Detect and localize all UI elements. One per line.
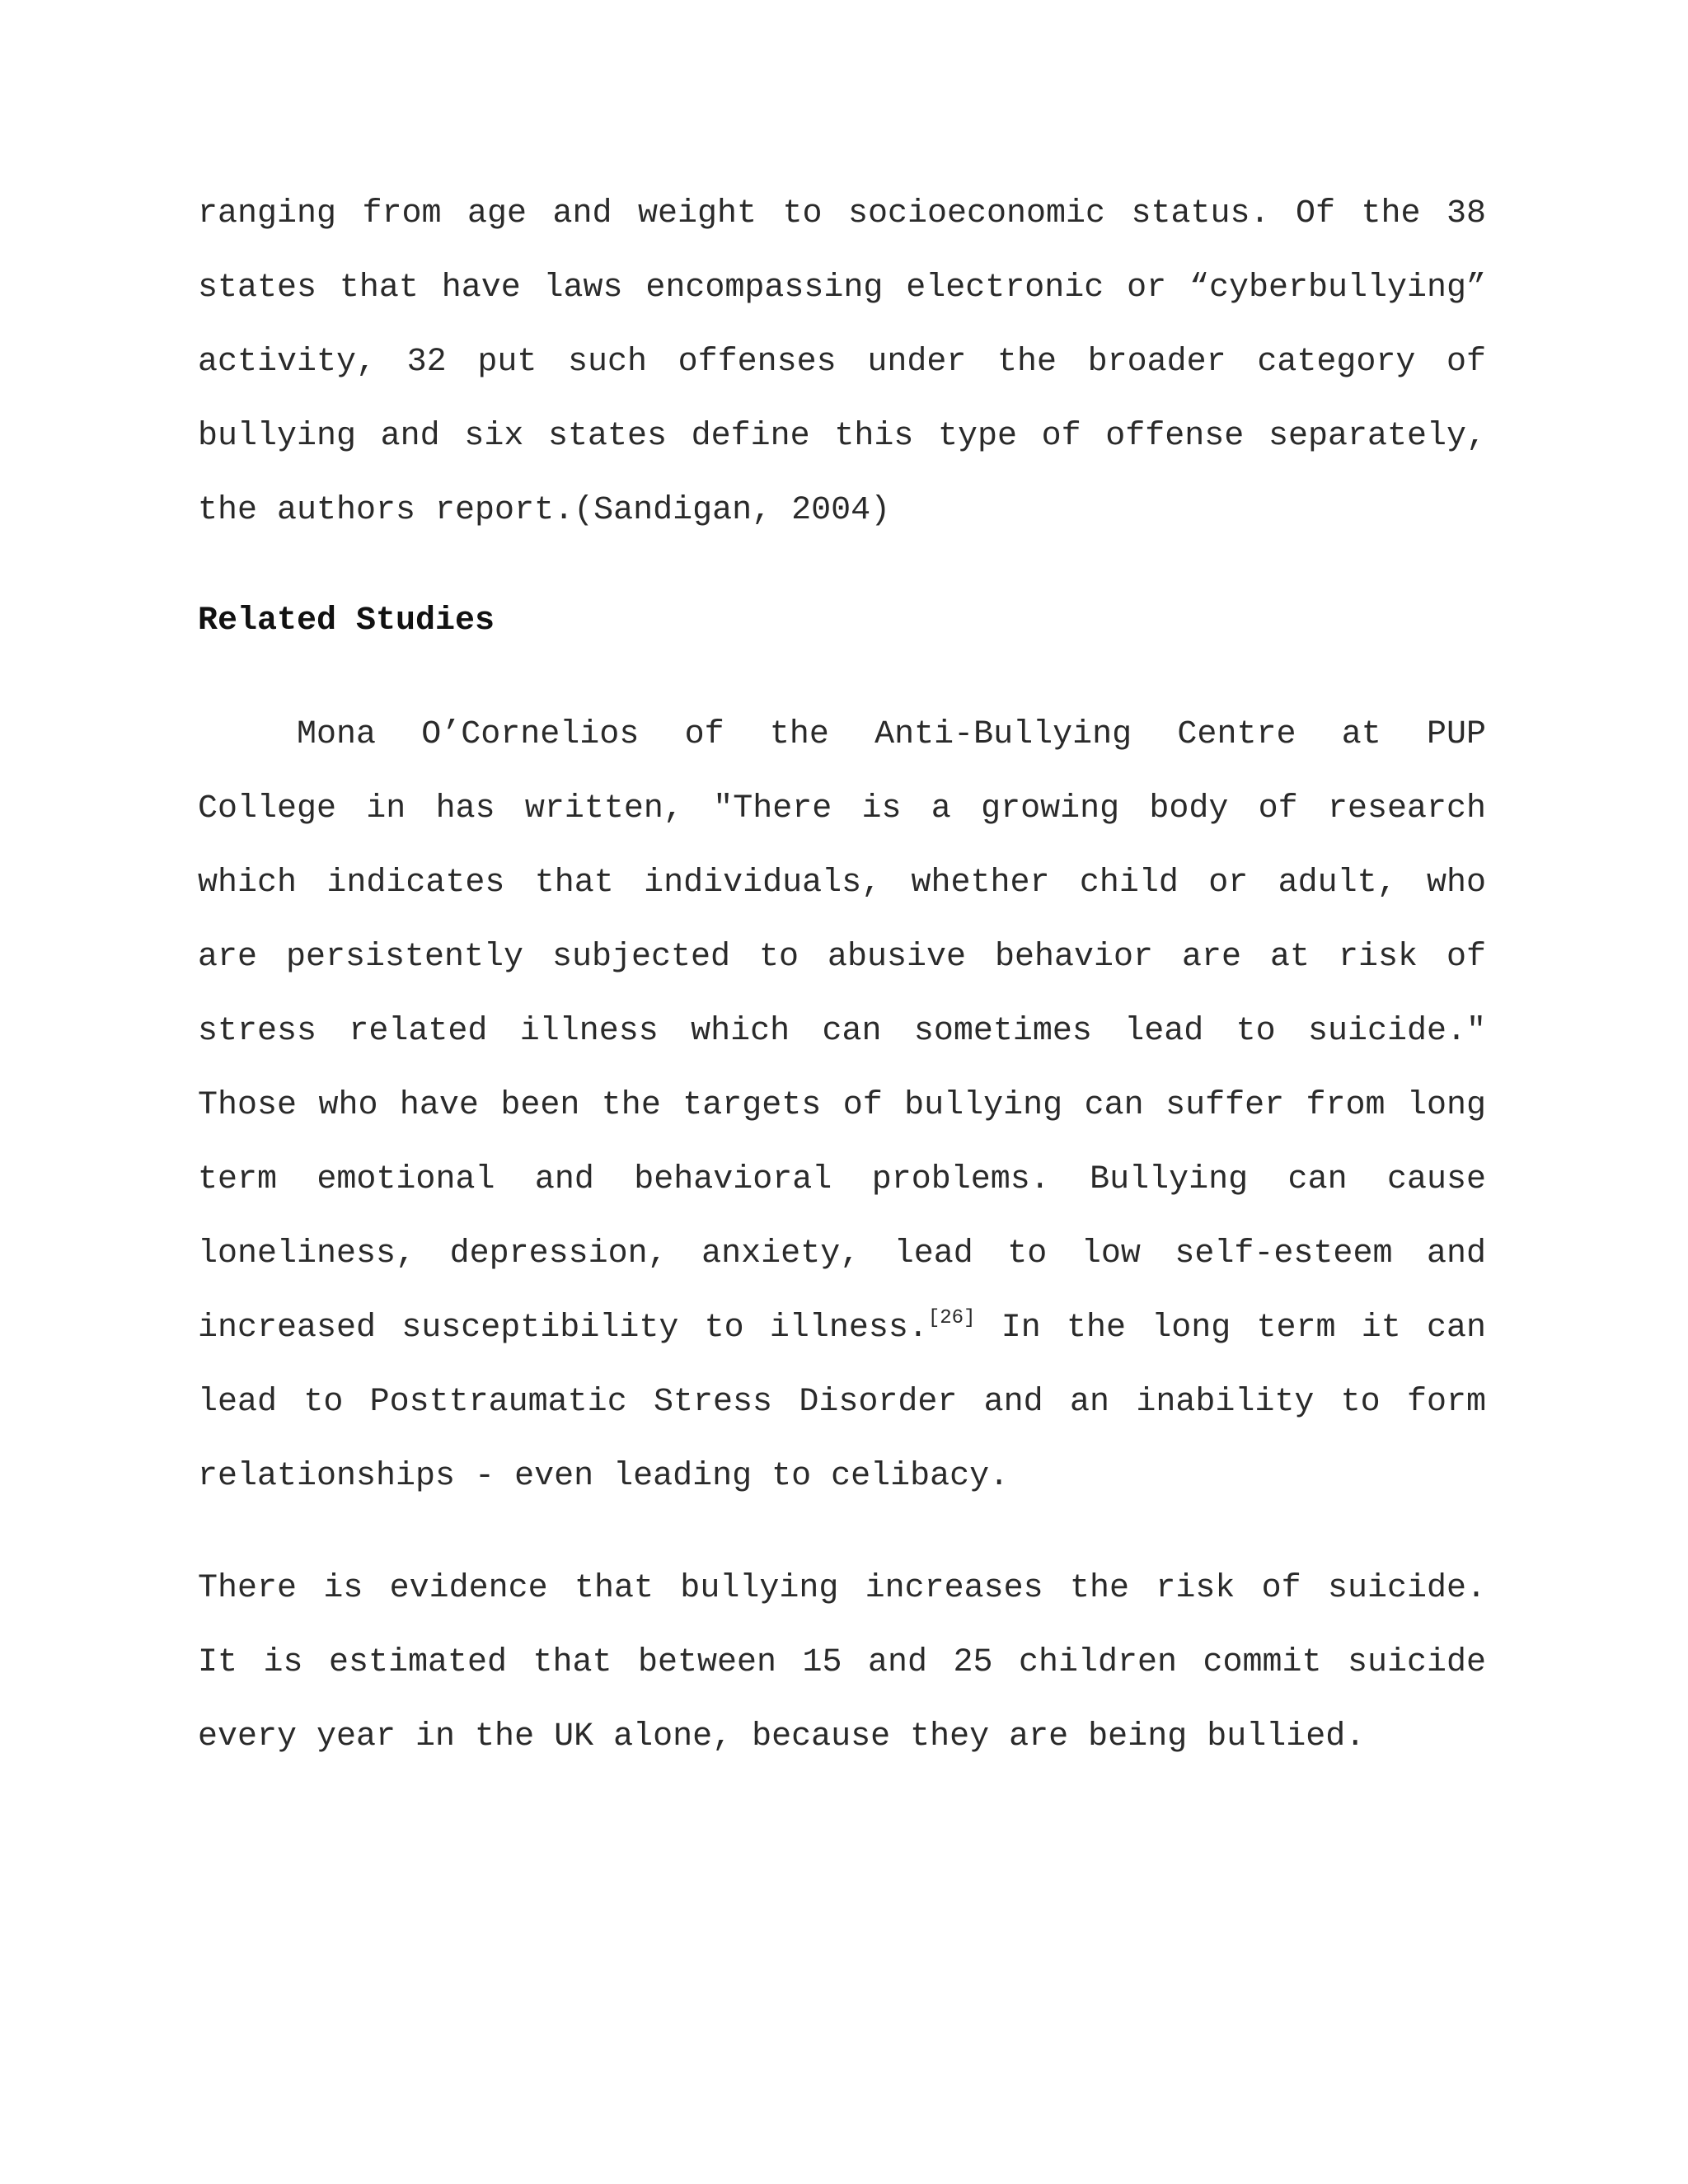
- paragraph-2-line-3: which indicates that individuals, whether child or adult, who: [198, 865, 1486, 902]
- paragraph-2-line-11: relationships - even leading to celibacy.: [198, 1458, 1010, 1495]
- paragraph-2-line-7: term emotional and behavioral problems. Bullying can cause: [198, 1161, 1486, 1198]
- paragraph-2-line-8: loneliness, depression, anxiety, lead to low self-esteem and: [198, 1235, 1486, 1272]
- paragraph-3-line-3: every year in the UK alone, because they are being bullied.: [198, 1718, 1366, 1755]
- citation-superscript: [26]: [927, 1307, 976, 1329]
- paragraph-2-line-9-text: increased susceptibility to illness.: [198, 1310, 928, 1347]
- paragraph-1-line-5: the authors report.(Sandigan, 2004): [198, 492, 891, 529]
- paragraph-1-line-3: activity, 32 put such offenses under the broader category of: [198, 344, 1486, 381]
- paragraph-2-line-9-tail: In the long term it can: [975, 1310, 1486, 1347]
- paragraph-2-line-9: [198, 1309, 1486, 1348]
- paragraph-2-line-6: Those who have been the targets of bullying can suffer from long: [198, 1087, 1486, 1124]
- paragraph-2-line-1: Mona O’Cornelios of the Anti-Bullying Centre at PUP: [297, 716, 1486, 753]
- paragraph-2-line-5: stress related illness which can sometimes lead to suicide.": [198, 1013, 1486, 1050]
- paragraph-3-line-2: It is estimated that between 15 and 25 children commit suicide: [198, 1644, 1486, 1681]
- paragraph-2-line-2: College in has written, "There is a growing body of research: [198, 790, 1486, 827]
- paragraph-1-line-1: ranging from age and weight to socioeconomic status. Of the 38: [198, 195, 1486, 232]
- section-heading: Related Studies: [198, 602, 495, 640]
- paragraph-2-line-10: lead to Posttraumatic Stress Disorder and an inability to form: [198, 1384, 1486, 1421]
- paragraph-3-line-1: There is evidence that bullying increases the risk of suicide.: [198, 1570, 1486, 1607]
- paragraph-1-line-2: states that have laws encompassing electronic or “cyberbullying”: [198, 269, 1486, 307]
- paragraph-1-line-4: bullying and six states define this type of offense separately,: [198, 418, 1486, 455]
- paragraph-2-line-4: are persistently subjected to abusive behavior are at risk of: [198, 939, 1486, 976]
